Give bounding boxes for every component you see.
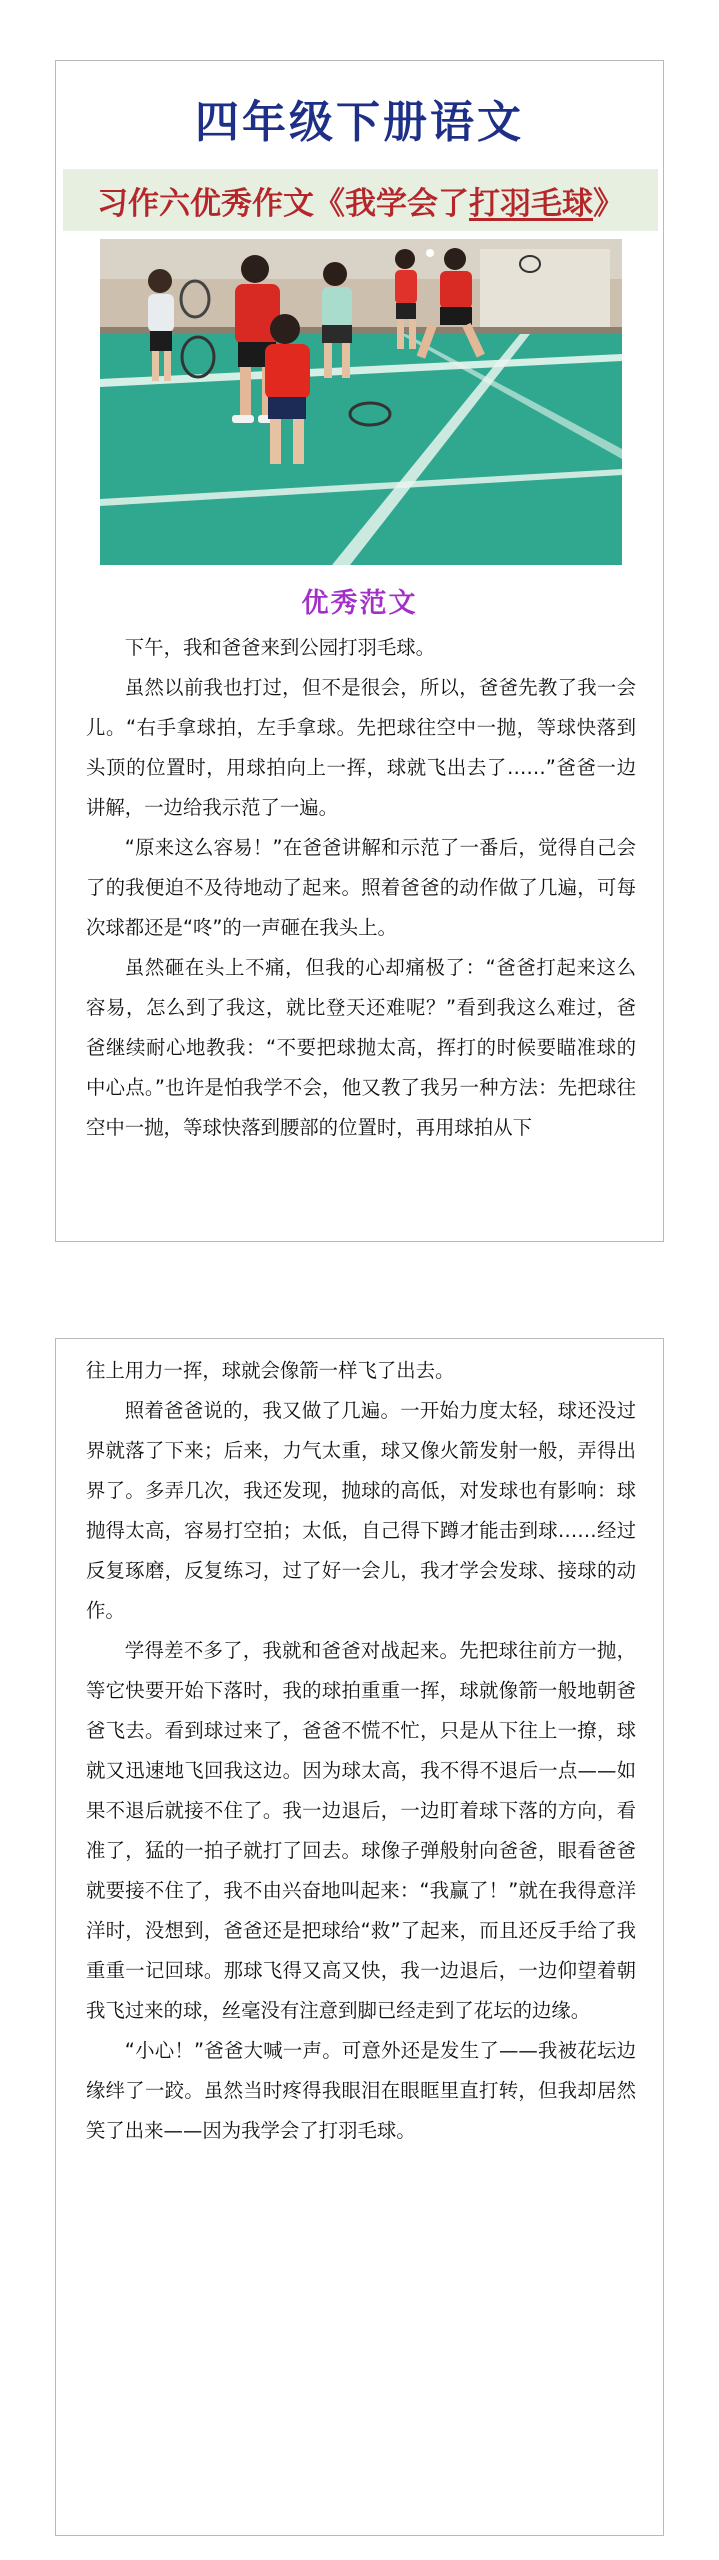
essay-title-band	[63, 169, 658, 231]
essay-paragraph: 虽然以前我也打过，但不是很会，所以，爸爸先教了我一会儿。“右手拿球拍，左手拿球。先把球往空中一抛，等球快落到头顶的位置时，用球拍向上一挥，球就飞出去了……”爸爸一边讲解，一边给我示范了一遍。	[86, 676, 636, 819]
page-title: 四年级下册语文	[195, 97, 524, 148]
essay-paragraph: 照着爸爸说的，我又做了几遍。一开始力度太轻，球还没过界就落了下来；后来，力气太重，球又像火箭发射一般，弄得出界了。多弄几次，我还发现，抛球的高低，对发球也有影响：球抛得太高，容易打空拍；太低，自己得下蹲才能击到球……经过反复琢磨，反复练习，过了好一会儿，我才学会发球、接球的动作。	[86, 1399, 636, 1622]
page-two	[55, 1338, 664, 2536]
essay-paragraph: 下午，我和爸爸来到公园打羽毛球。	[124, 636, 436, 659]
essay-title-underlined: 打羽毛球	[469, 185, 593, 222]
essay-paragraph: 虽然砸在头上不痛，但我的心却痛极了：“爸爸打起来这么容易，怎么到了我这，就比登天还难呢？”看到我这么难过，爸爸继续耐心地教我：“不要把球抛太高，挥打的时候要瞄准球的中心点。”也许是怕我学不会，他又教了我另一种方法：先把球往空中一抛，等球快落到腰部的位置时，再用球拍从下	[86, 956, 636, 1139]
essay-body-part1	[86, 628, 636, 1148]
essay-paragraph: “小心！”爸爸大喊一声。可意外还是发生了——我被花坛边缘绊了一跤。虽然当时疼得我眼泪在眼眶里直打转，但我却居然笑了出来——因为我学会了打羽毛球。	[86, 2039, 636, 2142]
essay-paragraph-continued: 往上用力一挥，球就会像箭一样飞了出去。	[86, 1359, 455, 1382]
badminton-photo	[100, 239, 622, 565]
page-one	[55, 60, 664, 1242]
essay-title-prefix: 习作六优秀作文《我学会了	[97, 185, 469, 222]
essay-paragraph: 学得差不多了，我就和爸爸对战起来。先把球往前方一抛，等它快要开始下落时，我的球拍重重一挥，球就像箭一般地朝爸爸飞去。看到球过来了，爸爸不慌不忙，只是从下往上一撩，球就又迅速地飞回我这边。因为球太高，我不得不退后一点——如果不退后就接不住了。我一边退后，一边盯着球下落的方向，看准了，猛的一拍子就打了回去。球像子弹般射向爸爸，眼看爸爸就要接不住了，我不由兴奋地叫起来：“我赢了！”就在我得意洋洋时，没想到，爸爸还是把球给“救”了起来，而且还反手给了我重重一记回球。那球飞得又高又快，我一边退后，一边仰望着朝我飞过来的球，丝毫没有注意到脚已经走到了花坛的边缘。	[86, 1639, 636, 2022]
essay-title-suffix: 》	[593, 185, 624, 222]
section-label: 优秀范文	[301, 588, 418, 619]
badminton-photo-illustration	[100, 239, 622, 565]
essay-body-part2	[86, 1351, 636, 2151]
essay-paragraph: “原来这么容易！”在爸爸讲解和示范了一番后，觉得自己会了的我便迫不及待地动了起来。照着爸爸的动作做了几遍，可每次球都还是“咚”的一声砸在我头上。	[86, 836, 636, 939]
